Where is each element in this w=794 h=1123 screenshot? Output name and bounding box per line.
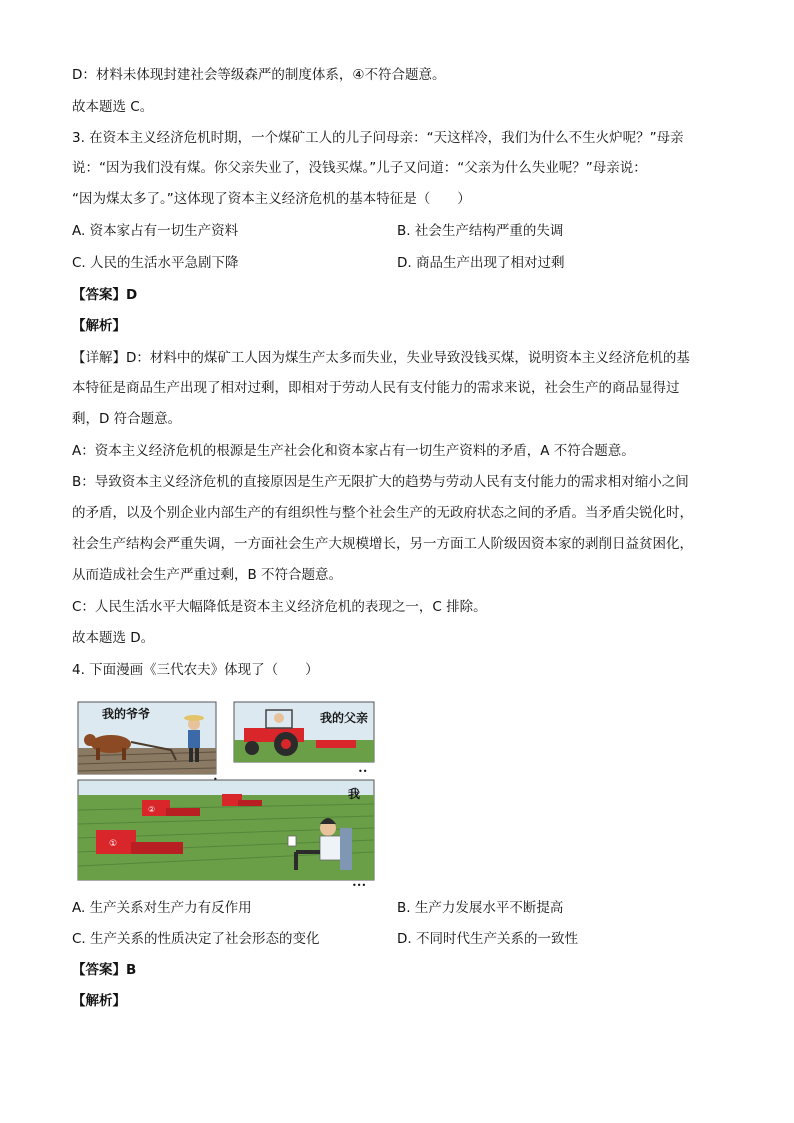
panel-grandpa	[78, 702, 216, 774]
q3-option-a: A. 资本家占有一切生产资料	[72, 223, 239, 239]
panel-dots: •••	[352, 881, 367, 890]
q3-detail-a: A：资本主义经济危机的根源是生产社会化和资本家占有一切生产资料的矛盾，A 不符合题意。	[72, 443, 635, 459]
q3-detail-b: 从而造成社会生产严重过剩，B 不符合题意。	[72, 567, 343, 583]
question-4-stem: 4. 下面漫画《三代农夫》体现了（ ）	[72, 662, 319, 678]
panel-me	[78, 780, 374, 880]
q3-detail: 剩，D 符合题意。	[72, 411, 182, 427]
question-3-stem: “因为煤太多了。”这体现了资本主义经济危机的基本特征是（ ）	[72, 191, 471, 207]
q3-detail: 本特征是商品生产出现了相对过剩，即相对于劳动人民有支付能力的需求来说，社会生产的商品显得过	[72, 380, 680, 396]
q4-option-c: C. 生产关系的性质决定了社会形态的变化	[72, 931, 320, 947]
three-generations-farmer-comic	[76, 700, 376, 890]
machine-number-2: ②	[148, 805, 156, 814]
question-3-stem: 说：“因为我们没有煤。你父亲失业了，没钱买煤。”儿子又问道：“父亲为什么失业呢？”母亲说：	[72, 160, 647, 176]
machine-number-1: ①	[109, 839, 118, 849]
label-grandpa: 我的爷爷	[102, 707, 151, 721]
q3-analysis-header: 【解析】	[72, 318, 126, 334]
q4-answer: 【答案】B	[72, 962, 137, 978]
q3-option-d: D. 商品生产出现了相对过剩	[397, 255, 565, 271]
text-line: D：材料未体现封建社会等级森严的制度体系，④不符合题意。	[72, 67, 446, 83]
q4-analysis-header: 【解析】	[72, 993, 126, 1009]
q4-option-b: B. 生产力发展水平不断提高	[397, 900, 564, 916]
q3-detail: 【详解】D：材料中的煤矿工人因为煤生产太多而失业，失业导致没钱买煤，说明资本主义经济危机的基	[72, 350, 690, 366]
q3-option-b: B. 社会生产结构严重的失调	[397, 223, 564, 239]
q4-option-d: D. 不同时代生产关系的一致性	[397, 931, 578, 947]
text-line: 故本题选 C。	[72, 99, 154, 115]
q4-option-a: A. 生产关系对生产力有反作用	[72, 900, 252, 916]
q3-option-c: C. 人民的生活水平急剧下降	[72, 255, 239, 271]
panel-father	[234, 702, 374, 762]
question-3-stem: 3. 在资本主义经济危机时期，一个煤矿工人的儿子问母亲：“天这样冷，我们为什么不生火炉呢？”母亲	[72, 130, 684, 146]
q3-detail-b: 的矛盾，以及个别企业内部生产的有组织性与整个社会生产的无政府状态之间的矛盾。当矛盾尖锐化时，	[72, 505, 693, 521]
panel-dots: ••	[358, 767, 368, 776]
label-father: 我的父亲	[320, 711, 369, 725]
label-me: 我	[348, 787, 361, 801]
q3-detail-b: B：导致资本主义经济危机的直接原因是生产无限扩大的趋势与劳动人民有支付能力的需求相对缩小之间	[72, 474, 689, 490]
q3-detail-c: C：人民生活水平大幅降低是资本主义经济危机的表现之一，C 排除。	[72, 599, 487, 615]
q3-detail-b: 社会生产结构会严重失调，一方面社会生产大规模增长，另一方面工人阶级因资本家的剥削日益贫困化，	[72, 536, 693, 552]
q3-conclusion: 故本题选 D。	[72, 630, 155, 646]
q3-answer: 【答案】D	[72, 287, 138, 303]
